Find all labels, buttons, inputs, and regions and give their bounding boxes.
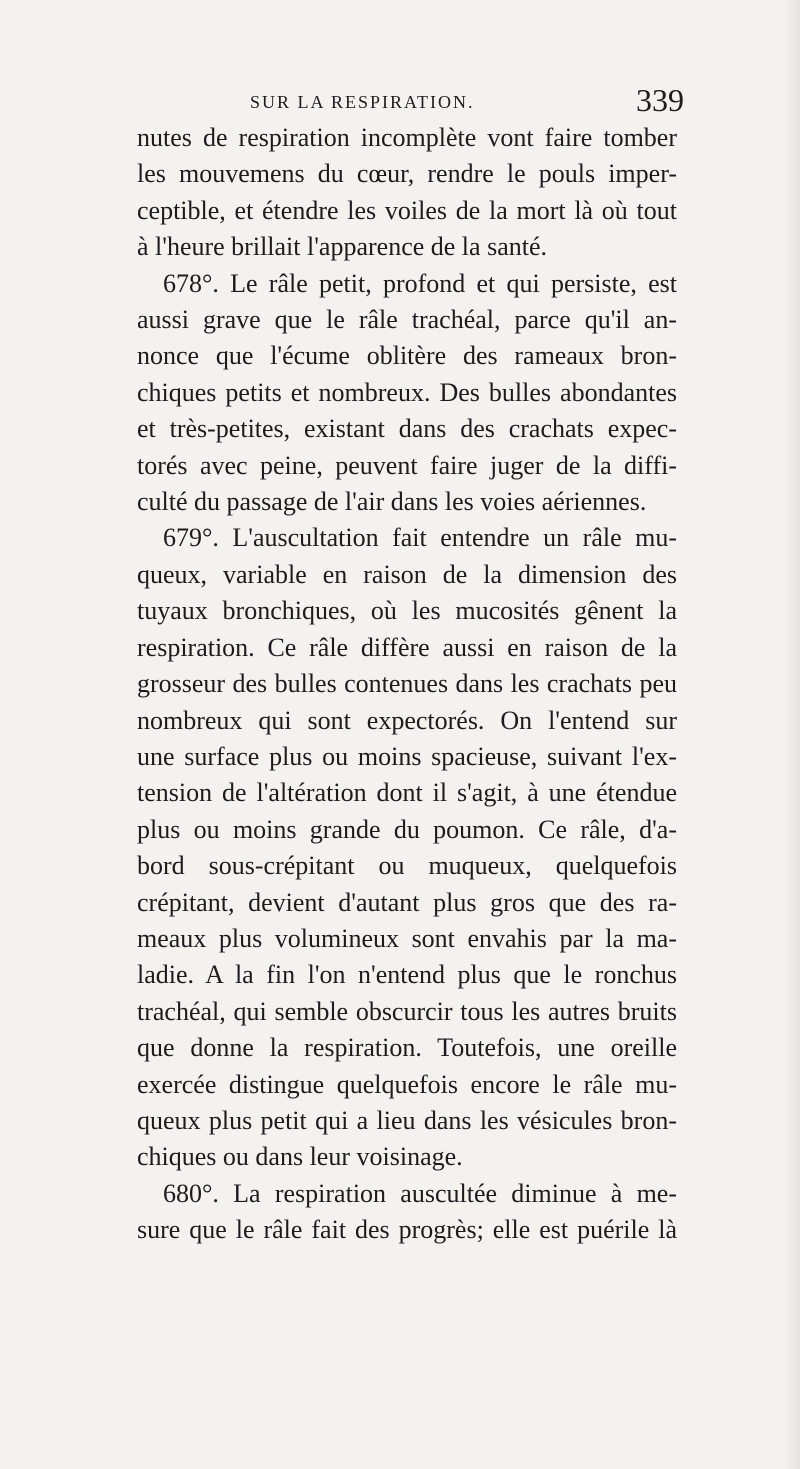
text-line: ladie. A la fin l'on n'entend plus que le ronchus — [137, 960, 677, 990]
text-line: nombreux qui sont expectorés. On l'entend sur — [137, 705, 677, 735]
body-text — [137, 120, 677, 1249]
page-edge-shadow — [782, 0, 800, 1469]
text-line: torés avec peine, peuvent faire juger de la diffi- — [137, 450, 677, 480]
text-line: grosseur des bulles contenues dans les crachats peu — [137, 669, 677, 699]
paragraph-678-start: 678°. Le râle petit, profond et qui persiste, est — [163, 268, 677, 298]
running-title: SUR LA RESPIRATION. — [250, 92, 475, 112]
text-line: aussi grave que le râle trachéal, parce qu'il an- — [137, 305, 677, 335]
text-line: nutes de respiration incomplète vont faire tomber — [137, 123, 677, 152]
text-line: sure que le râle fait des progrès; elle est puérile là — [137, 1215, 677, 1245]
text-line: que donne la respiration. Toutefois, une oreille — [137, 1033, 677, 1063]
text-line: crépitant, devient d'autant plus gros que des ra- — [137, 887, 677, 917]
text-line: plus ou moins grande du poumon. Ce râle, d'a- — [137, 814, 677, 844]
paragraph-680-start: 680°. La respiration auscultée diminue à me- — [163, 1178, 677, 1208]
text-line: chiques petits et nombreux. Des bulles abondantes — [137, 377, 677, 407]
text-line: une surface plus ou moins spacieuse, suivant l'ex- — [137, 741, 677, 771]
text-line: nonce que l'écume oblitère des rameaux bron- — [137, 341, 677, 371]
text-line: les mouvemens du cœur, rendre le pouls imper- — [137, 159, 677, 189]
text-line: queux plus petit qui a lieu dans les vésicules bron- — [137, 1105, 677, 1135]
page-number: 339 — [636, 82, 684, 118]
text-line: respiration. Ce râle diffère aussi en raison de la — [137, 632, 677, 662]
text-line: et très-petites, existant dans des crachats expec- — [137, 414, 677, 444]
text-line: meaux plus volumineux sont envahis par la ma- — [137, 923, 677, 953]
text-line: exercée distingue quelquefois encore le râle mu- — [137, 1069, 677, 1099]
text-line: à l'heure brillait l'apparence de la santé. — [137, 232, 547, 262]
text-line: culté du passage de l'air dans les voies aériennes. — [137, 487, 647, 517]
text-line: tension de l'altération dont il s'agit, à une étendue — [137, 778, 677, 808]
text-line: bord sous-crépitant ou muqueux, quelquefois — [137, 851, 677, 881]
text-line: queux, variable en raison de la dimension des — [137, 559, 677, 589]
paragraph-679-start: 679°. L'auscultation fait entendre un râle mu- — [163, 523, 677, 553]
text-line: ceptible, et étendre les voiles de la mort là où tout — [137, 195, 677, 225]
text-line: tuyaux bronchiques, où les mucosités gênent la — [137, 596, 677, 626]
text-line: chiques ou dans leur voisinage. — [137, 1142, 463, 1172]
text-line: trachéal, qui semble obscurcir tous les autres bruits — [137, 996, 677, 1026]
